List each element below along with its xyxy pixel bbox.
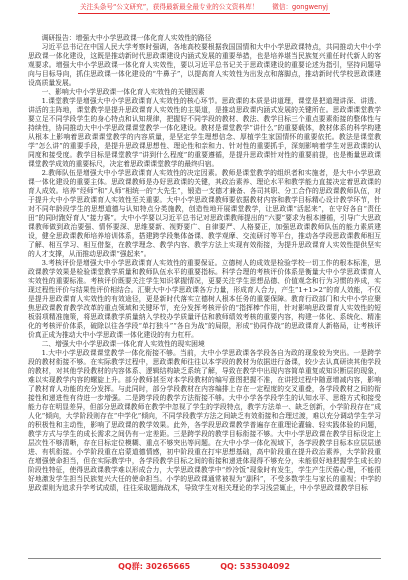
- section-2-paragraph-1: 1.大中小学思政课课堂教学一体化衔接不够。当前，大中小学思政课各学段各自为政的现象较为突出。一是跨学段的教材衔接不够。在实际教学过程中，思政课教师往往以本学段的教材为依据进行备课，较少去认真研读其他学段的教材，对其他学段教材的内容体系、逻辑结构缺乏系统了解，导致在教学中出现内容简单重复或知识断层的现象，难以实现教学内容的螺旋上升。部分教师甚至对本学段教材的编写意图把握不准，在讲授过程中随意增减内容，影响了教材育人功能的充分发挥。与此同时，部分学段教材在内容编排上存在一定程度的交叉重叠，各学段教材之间的衔接性和递进性有待进一步增强。二是跨学段的教学方法衔接不够。大中小学各学段学生的认知水平、思维方式和接受能力存在明显差异，但部分思政课教师在教学中忽视了学生的学段特点，教学方法单一、缺乏创新，小学阶段存在“成人化”倾向，大学阶段则存在“中学化”倾向，不同学段教学方法之间缺乏有效衔接和合理过渡，难以充分调动学生学习的积极性和主动性，影响了思政课的教学效果。此外，各学段思政课教学普遍存在重理论灌输、轻实践体验的问题，教学方式与学生的成长需求之间仍有一定差距。三是跨学段的教学目标衔接不够。大中小学思政课在教学目标设定上层次性不够清晰，存在目标定位模糊、重点不够突出等问题。在大中小学一体化视域下，各学段教学目标本应层层递进、有机衔接。小学阶段重在启蒙道德情感，初中阶段重在打牢思想基础，高中阶段重在提升政治素养，大学阶段重在增强使命担当，但在实际教学中，各学段教学目标之间的衔接和递进体现得不够充分，未能很好地把握学生成长的阶段性特征，使得思政课教学难以形成合力，大学思政课教学中“炒冷饭”现象时有发生，学生产生厌倦心理，不能很好地激发学生担当民族复兴大任的使命担当。小学的思政课通常被视为“副科”，不受多数学生与家长的重视；中学的思政课则为追求升学考试成绩，往往采取题海战术，导致学生对相关理论的学习浅尝辄止，中小学思政课教学目标: [28, 349, 381, 492]
- section-heading-2: 二、增强大中小学思政课一体化育人实效性的现实困境: [41, 340, 205, 348]
- document-body: [28, 34, 381, 554]
- footer-qq-group: QQ群: 30265665: [118, 562, 191, 571]
- document-title: 调研报告：增强大中小学思政课一体化育人实效性的路径: [41, 34, 212, 42]
- header-wechat-id: 微信：gongwenyj: [272, 3, 328, 11]
- footer-qq-number: QQ: 535304092: [220, 562, 290, 571]
- intro-paragraph: 习近平总书记在中国人民大学考察时强调，各地高校要根据我国国情和大中小学思政课特点，共同推动大中小学思政课一体化建设，这既是推动新时代思政课建设内涵式发展的重要举措，也是培养堪当民族复兴重任时代新人的客观要求。增强大中小学思政课一体化育人实效性，要以习近平总书记关于思政课建设的重要论述为指引，坚持问题导向与目标导向，抓住思政课一体化建设的“牛鼻子”，以提高育人实效性为出发点和落脚点，推动新时代学校思政课建设高质量发展。: [28, 43, 381, 87]
- section-1-paragraph-2: 2.教师队伍是增强大中小学思政课育人实效性的决定因素。教师是课堂教学的组织者和实施者，是大中小学思政课一体化建设的重要主体。思政课教师是办好思政课的关键，其政治素养、理论水平和教学能力直接决定着思政课的育人成效。培养“经师”和“人师”相统一的“大先生”，锻造一支德才兼备、各司其职、分工合作的思政课教师队伍，对于提升大中小学思政课育人实效性至关重要。大中小学思政课教师要依据教材内容和教学目标精心设计教学环节，针对不同年龄段学生的思想道德与认知特点分类施教，创造性地开展课堂教学，让思政课“活起来”，在守好各自“责任田”的同时跑好育人“接力赛”。大中小学要以习近平总书记对思政课教师提出的“六要”要求为根本遵循，引导广大思政课教师做到政治要强、情怀要深、思维要新、视野要广、自律要严、人格要正，加强思政课教师队伍的能力素质建设，健全思政课教师培养培训体系，搭建跨学段集体备课、教学观摩、交流研讨等平台，推动各学段思政课教师相互了解、相互学习、相互借鉴，在教学理念、教学内容、教学方法上实现有效衔接，为提升思政课育人实效性提供坚实的人才支撑，从而推动思政课“强起来”。: [28, 169, 381, 258]
- page-header: [0, 3, 408, 14]
- header-promo-text: 关注头条号“公文研究”，获得最新最全最专业的公文资料库！: [79, 3, 259, 11]
- section-1-paragraph-3: 3.考核评价是增强大中小学思政课育人实效性的重要保证。立德树人的成效是检验学校一切工作的根本标准，思政课教学效果是检验课堂教学质量和教师队伍水平的重要指标。科学合理的考核评价体系是衡量大中小学思政课育人实效性的重要标准。考核评价既要关注学生知识掌握情况，更要关注学生思想品德、价值观念和行为习惯的养成，实现过程性评价与结果性评价相结合。汇聚大中小学思政课各方力量，形成育人合力，产生“1+1>2”的育人效能，不仅是提升思政课育人实效性的有效途径，更是新时代落实立德树人根本任务的重要保障。教育行政部门和大中小学应聚焦思政课教育教学改革的重点领域和关键环节，充分发挥考核评价的“指挥棒”作用，针对影响思政课育人实效性的短板弱项精准施策，将思政课教学质量纳入学校办学质量评估和教师绩效考核的重要内容，构建一体化、系统化、精准化的考核评价体系，破除以往各学段“单打独斗”“各自为战”的局限，形成“协同作战”的思政课育人新格局，让考核评价真正成为推动大中小学思政课一体化建设的有力杠杆。: [28, 259, 381, 339]
- footer-divider: [28, 558, 381, 559]
- section-1-paragraph-1: 1.课堂教学是增强大中小学思政课育人实效性的核心环节。思政课的本质是讲道理，课堂是把道理讲深、讲透、讲活的主阵地，课堂教学是提升思政课育人实效性的主渠道，是推动思政课内涵式发展的关键所在。思政课课堂教学要立足不同学段学生的身心特点和认知规律，把握好不同学段的教材、教法、教学目标三个重点要素衔接的整体性与持续性，协同推动大中小学思政课课堂教学一体化建设。教材是课堂教学“讲什么”的重要载体，教材体系的科学构建从根本上影响着思政课课堂教学的内容质量，是坚定学生理想信念、厚植学生家国情怀的重要依托。教法是课堂教学“怎么讲”的重要手段，是提升思政课思想性、理论性和亲和力、针对性的重要抓手，深刻影响着学生对思政课的认同度和接受度。教学目标是课堂教学“讲到什么程度”的重要遵循，是提升思政课针对性的重要前提，也是衡量思政课课堂教学成效的重要标尺，决定着思政课课堂教学的最终归宿。: [28, 97, 381, 168]
- header-banner: [78, 3, 330, 14]
- page-footer: [0, 561, 408, 573]
- section-heading-1: 一、影响大中小学思政课一体化育人实效性的关键因素: [41, 88, 205, 96]
